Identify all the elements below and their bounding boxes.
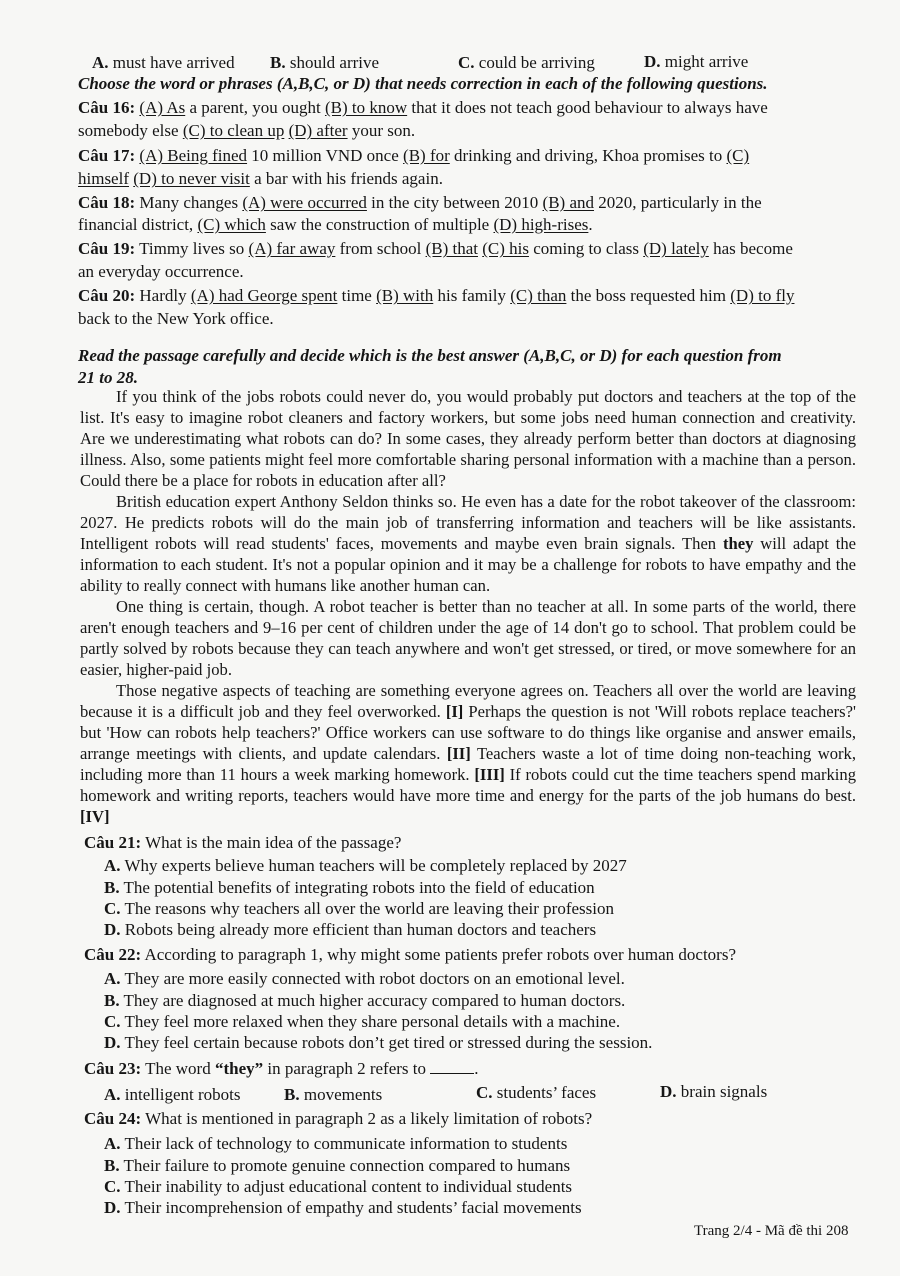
page-footer: Trang 2/4 - Mã đề thi 208 <box>694 1223 849 1239</box>
q17-line-1: Câu 17: (A) Being fined 10 million VND once (B) for drinking and driving, Khoa promises to (C) <box>78 146 750 165</box>
q21-option-c: C. The reasons why teachers all over the world are leaving their profession <box>104 899 614 918</box>
q22-stem: Câu 22: According to paragraph 1, why might some patients prefer robots over human doctors? <box>84 945 736 964</box>
error-section-instruction: Choose the word or phrases (A,B,C, or D) that needs correction in each of the following questions. <box>78 74 768 93</box>
q22-option-d: D. They feel certain because robots don’t get tired or stressed during the session. <box>104 1033 653 1052</box>
q15-option-b: B. should arrive <box>270 53 380 72</box>
q23-stem: Câu 23: The word “they” in paragraph 2 refers to . <box>84 1059 479 1078</box>
q24-stem: Câu 24: What is mentioned in paragraph 2 as a likely limitation of robots? <box>84 1109 593 1128</box>
q18-line-1: Câu 18: Many changes (A) were occurred in the city between 2010 (B) and 2020, particularly in the <box>78 193 762 212</box>
passage-paragraph-1: If you think of the jobs robots could never do, you would probably put doctors and teachers at the top of the list. It's easy to imagine robot cleaners and factory workers, but some jobs need human connection and creativity. Are we underestimating what robots can do? In some cases, they already perform better than doctors at diagnosing illness. Also, some patients might feel more comfortable sharing personal information with a machine than a person. Could there be a place for robots in education after all? <box>80 387 856 490</box>
q15-option-c: C. could be arriving <box>458 53 595 72</box>
passage-paragraph-2: British education expert Anthony Seldon thinks so. He even has a date for the robot takeover of the classroom: 2027. He predicts robots will do the main job of transferring information and teachers will be like assistants. Intelligent robots will read students' faces, movements and maybe even brain signals. Then they will adapt the information to each student. It's not a popular opinion and it may be a challenge for robots to have empathy and the ability to really connect with humans like another human can. <box>80 492 856 595</box>
q23-blank <box>430 1059 474 1074</box>
q24-option-d: D. Their incomprehension of empathy and students’ facial movements <box>104 1198 582 1217</box>
q22-option-b: B. They are diagnosed at much higher accuracy compared to human doctors. <box>104 991 626 1010</box>
q22-option-a: A. They are more easily connected with robot doctors on an emotional level. <box>104 969 625 988</box>
reading-section-instruction: Read the passage carefully and decide which is the best answer (A,B,C, or D) for each question from <box>78 346 782 365</box>
q21-option-a: A. Why experts believe human teachers will be completely replaced by 2027 <box>104 856 627 875</box>
q17-line-2: himself (D) to never visit a bar with his friends again. <box>78 169 443 188</box>
q24-option-c: C. Their inability to adjust educational content to individual students <box>104 1177 573 1196</box>
passage-paragraph-4: Those negative aspects of teaching are something everyone agrees on. Teachers all over the world are leaving because it is a difficult job and they feel overworked. [I] Perhaps the question is not 'Will robots replace teachers?' but 'How can robots help teachers?' Office workers can use software to do things like organise and answer emails, arrange meetings with clients, and update calendars. [II] Teachers waste a lot of time doing non-teaching work, including more than 11 hours a week marking homework. [III] If robots could cut the time teachers spend marking homework and writing reports, teachers would have more time and energy for the parts of the job humans do best. [IV] <box>80 681 857 826</box>
q24-option-a: A. Their lack of technology to communicate information to students <box>104 1134 568 1153</box>
q24-option-b: B. Their failure to promote genuine connection compared to humans <box>104 1156 571 1175</box>
q23-option-c: C. students’ faces <box>476 1083 597 1102</box>
q19-line-2: an everyday occurrence. <box>78 262 244 281</box>
q23-option-b: B. movements <box>284 1085 383 1104</box>
q20-line-2: back to the New York office. <box>78 309 274 328</box>
q16-line-2: somebody else (C) to clean up (D) after your son. <box>78 121 416 140</box>
reading-section-instruction-cont: 21 to 28. <box>78 368 138 387</box>
q21-option-b: B. The potential benefits of integrating robots into the field of education <box>104 878 595 897</box>
q19-line-1: Câu 19: Timmy lives so (A) far away from school (B) that (C) his coming to class (D) lately has become <box>78 239 793 258</box>
q23-option-d: D. brain signals <box>660 1082 768 1101</box>
q21-option-d: D. Robots being already more efficient than human doctors and teachers <box>104 920 597 939</box>
q16-line-1: Câu 16: (A) As a parent, you ought (B) to know that it does not teach good behaviour to always have <box>78 98 768 117</box>
q22-option-c: C. They feel more relaxed when they share personal details with a machine. <box>104 1012 621 1031</box>
q18-line-2: financial district, (C) which saw the construction of multiple (D) high-rises. <box>78 215 593 234</box>
q23-option-a: A. intelligent robots <box>104 1085 241 1104</box>
q20-line-1: Câu 20: Hardly (A) had George spent time (B) with his family (C) than the boss requested him (D) to fly <box>78 286 795 305</box>
passage-paragraph-3: One thing is certain, though. A robot teacher is better than no teacher at all. In some parts of the world, there aren't enough teachers and 9–16 per cent of children under the age of 14 don't go to school. That problem could be partly solved by robots because they can teach anywhere and won't get stressed, or tired, or move somewhere for an easier, higher-paid job. <box>80 597 856 679</box>
q15-option-d: D. might arrive <box>644 52 749 71</box>
q21-stem: Câu 21: What is the main idea of the passage? <box>84 833 402 852</box>
q15-option-a: A. must have arrived <box>92 53 235 72</box>
